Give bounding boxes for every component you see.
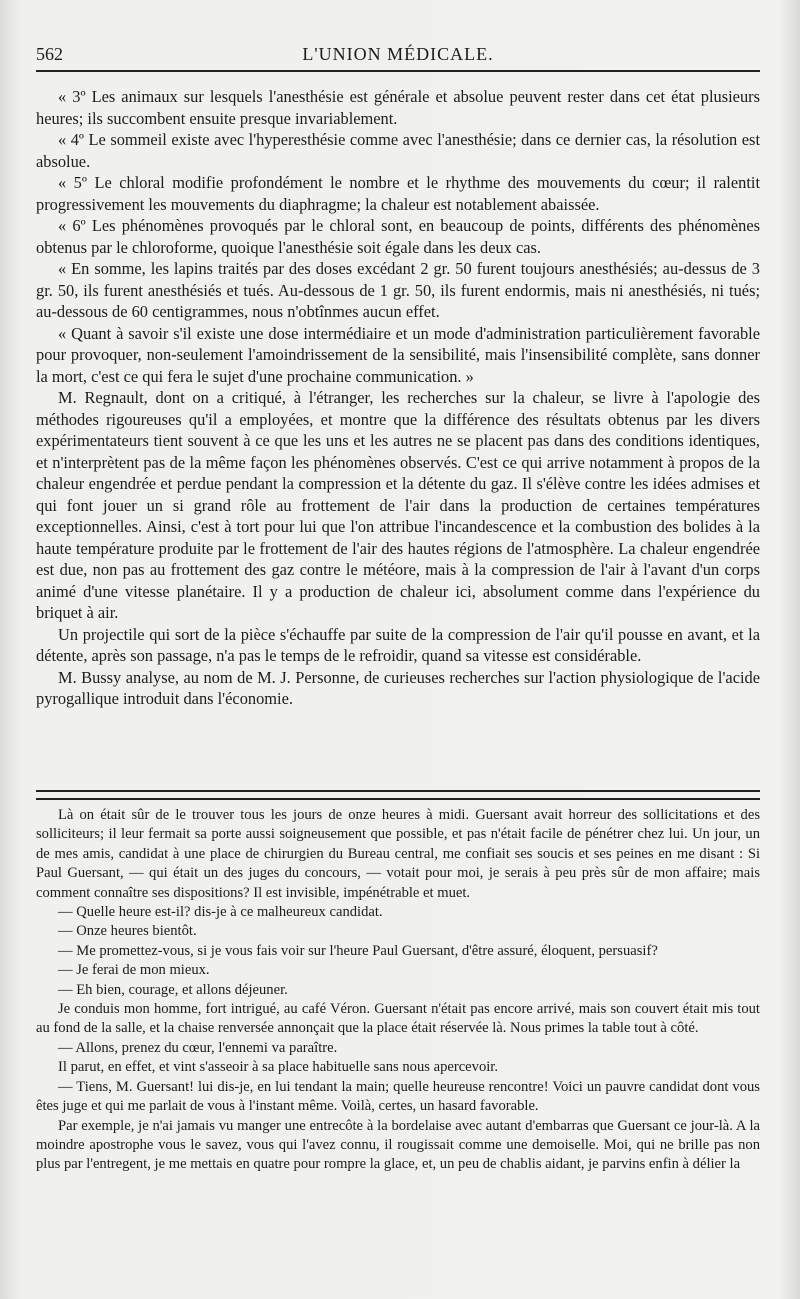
feuilleton-paragraph: Il parut, en effet, et vint s'asseoir à sa place habituelle sans nous apercevoir. [58, 1059, 499, 1076]
feuilleton-paragraph: — Tiens, M. Guersant! lui dis-je, en lui tendant la main; quelle heureuse rencontre! Voici un pauvre candidat dont vous êtes juge et qui me parlait de vous à l'instant même. Voilà, certes, un hasard favorable. [36, 1078, 760, 1115]
journal-title: L'UNION MÉDICALE. [302, 44, 494, 64]
article-paragraph: M. Bussy analyse, au nom de M. J. Personne, de curieuses recherches sur l'action physiologique de l'acide pyrogallique introduit dans l'économie. [36, 667, 760, 708]
feuilleton-paragraph: — Me promettez-vous, si je vous fais voir sur l'heure Paul Guersant, d'être assuré, éloquent, persuasif? [58, 942, 658, 959]
article-paragraph: « 3º Les animaux sur lesquels l'anesthésie est générale et absolue peuvent rester dans cet état plusieurs heures; ils succombent ensuite presque invariablement. [36, 87, 760, 128]
feuilleton-paragraph: — Je ferai de mon mieux. [58, 962, 210, 979]
article-paragraph: « Quant à savoir s'il existe une dose intermédiaire et un mode d'administration particulièrement favorable pour provoquer, non-seulement l'amoindrissement de la sensibilité, mais l'insensibilité complète, sans donner la mort, c'est ce qui fera le sujet d'une prochaine communication. » [36, 323, 760, 386]
article-paragraph: « En somme, les lapins traités par des doses excédant 2 gr. 50 furent toujours anesthésiés; au-dessus de 3 gr. 50, ils furent anesthésiés et tués. Au-dessous de 1 gr. 50, ils furent endormis, mais ni anesthésiés, ni tués; au-dessous de 60 centigrammes, nous n'obtînmes aucun effet. [36, 259, 760, 321]
feuilleton-paragraph: — Allons, prenez du cœur, l'ennemi va paraître. [58, 1039, 338, 1056]
feuilleton-paragraph: — Quelle heure est-il? dis-je à ce malheureux candidat. [58, 904, 383, 921]
page-number: 562 [36, 44, 63, 64]
article-paragraph: « 6º Les phénomènes provoqués par le chloral sont, en beaucoup de points, différents des phénomènes obtenus par le chloroforme, quoique l'anesthésie soit égale dans les deux cas. [36, 216, 760, 257]
page-header [36, 40, 760, 74]
feuilleton-paragraph: — Onze heures bientôt. [58, 923, 197, 940]
article-paragraph: Un projectile qui sort de la pièce s'échauffe par suite de la compression de l'air qu'il pousse en avant, et la détente, après son passage, n'a pas le temps de le refroidir, quand sa vitesse est considérable. [36, 624, 760, 665]
article-body [36, 86, 760, 710]
article-paragraph: « 4º Le sommeil existe avec l'hyperesthésie comme avec l'anesthésie; dans ce dernier cas, la résolution est absolue. [36, 130, 760, 171]
feuilleton-paragraph: Là on était sûr de le trouver tous les jours de onze heures à midi. Guersant avait horreur des sollicitations et des solliciteurs; il leur fermait sa porte aussi soigneusement que possible, et pas n'était facile de pénétrer chez lui. Un jour, un de mes amis, candidat à une place de chirurgien du Bureau central, me confiait ses soucis et ses peines en me disant : Si Paul Guersant, — qui était un des juges du concours, — votait pour moi, je serais à peu près sûr de mon affaire; mais comment connaître ses dispositions? Il est invisible, impénétrable et muet. [36, 807, 760, 901]
header-rule [36, 70, 760, 72]
feuilleton-section [36, 806, 760, 1175]
section-divider [36, 790, 760, 800]
article-paragraph: « 5º Le chloral modifie profondément le nombre et le rhythme des mouvements du cœur; il ralentit progressivement les mouvements du diaphragme; la chaleur est notablement abaissée. [36, 173, 760, 214]
feuilleton-paragraph: — Eh bien, courage, et allons déjeuner. [58, 981, 288, 998]
feuilleton-paragraph: Par exemple, je n'ai jamais vu manger une entrecôte à la bordelaise avec autant d'embarras que Guersant ce jour-là. A la moindre apostrophe vous le savez, vous qui l'avez connu, il rougissait comme une demoiselle. Moi, qui ne brille pas non plus par l'entregent, je me mettais en quatre pour rompre la glace, et, un peu de chablis aidant, je parvins enfin à délier la [36, 1117, 760, 1173]
feuilleton-paragraph: Je conduis mon homme, fort intrigué, au café Véron. Guersant n'était pas encore arrivé, mais son couvert était mis tout au fond de la salle, et la chaise renversée annonçait que la place était réservée là. Nous primes la table tout à côté. [36, 1001, 760, 1037]
article-paragraph: M. Regnault, dont on a critiqué, à l'étranger, les recherches sur la chaleur, se livre à l'apologie des méthodes rigoureuses qu'il a employées, et montre que la différence des résultats obtenus par les divers expérimentateurs tient souvent à ce que les uns et les autres ne se placent pas dans des conditions identiques, et n'interprètent pas de la même façon les phénomènes observés. C'est ce qui arrive notamment à propos de la chaleur engendrée et perdue pendant la compression et la détente du gaz. Il s'élève contre les idées admises et qui font jouer un si grand rôle au frottement de l'air dans la production de certaines températures exceptionnelles. Ainsi, c'est à tort pour lui que l'on attribue l'incandescence et la combustion des bolides à la haute température produite par le frottement de l'air des hautes régions de l'atmosphère. La chaleur engendrée est due, non pas au frottement des gaz contre le météore, mais à la compression de l'air à l'avant d'un corps animé d'une vitesse planétaire. Il y a production de chaleur ici, absolument comme dans l'expérience du briquet à air. [36, 388, 760, 622]
